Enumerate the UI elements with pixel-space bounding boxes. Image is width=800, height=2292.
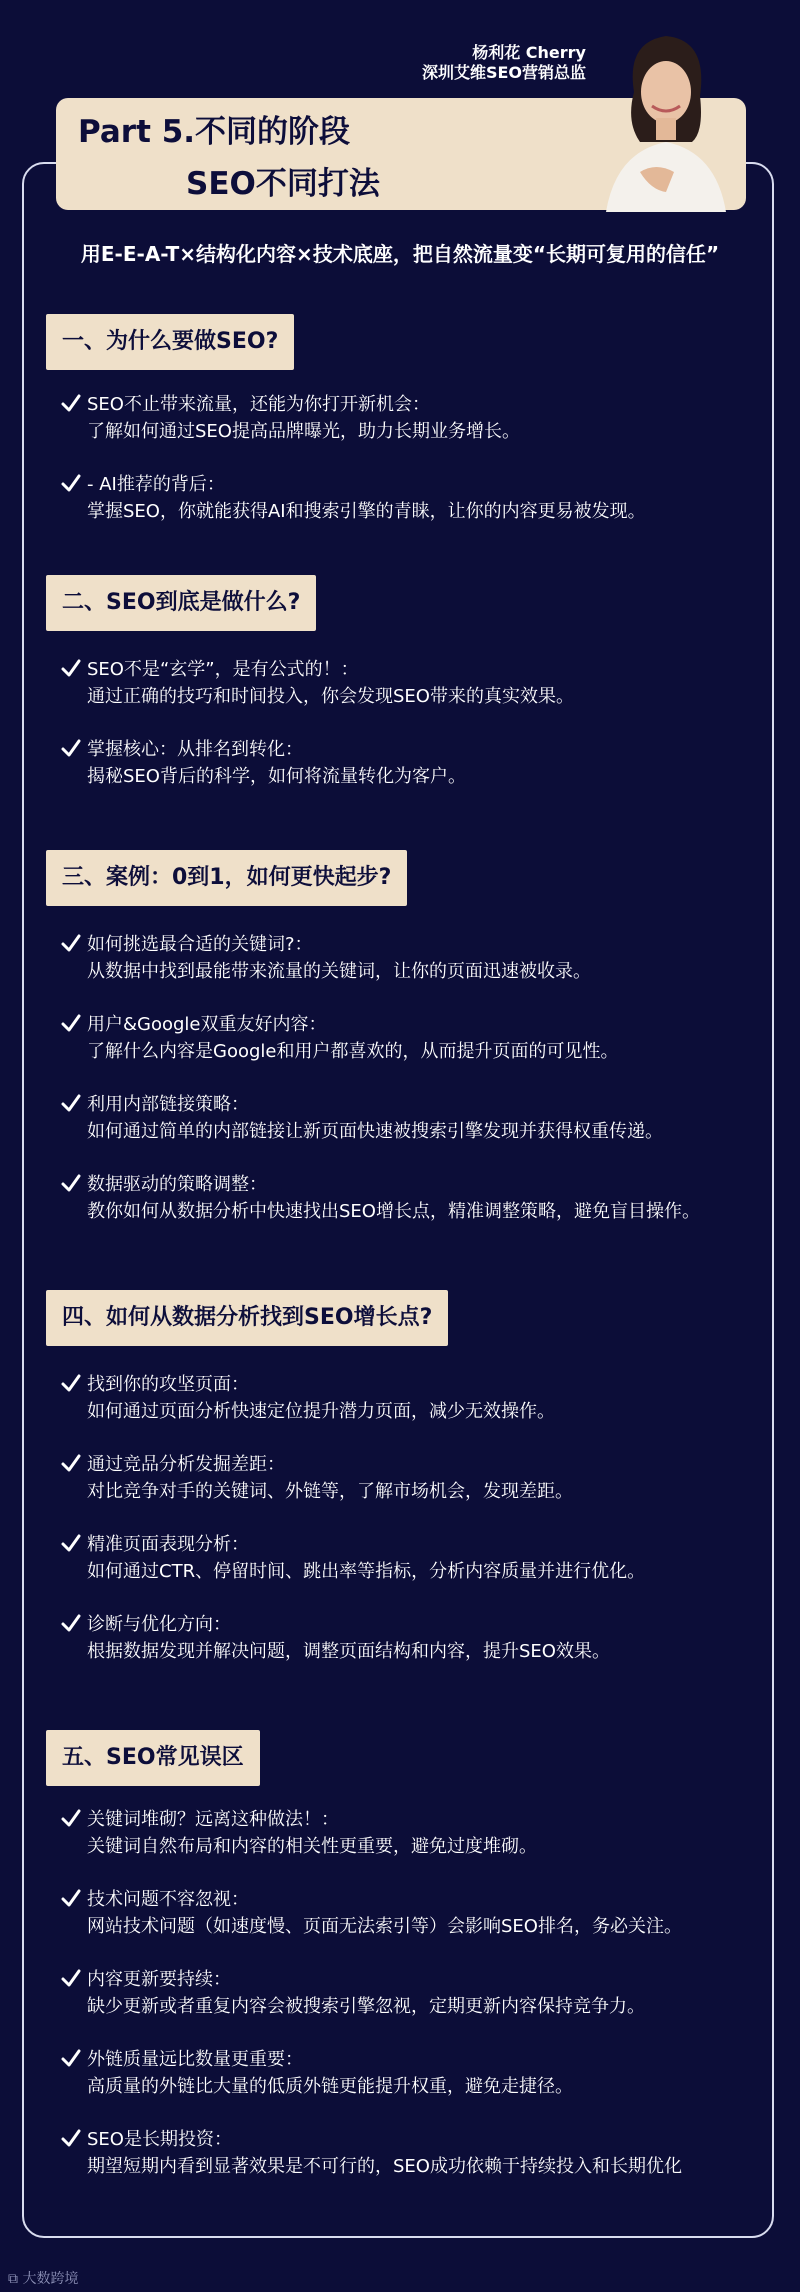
checkmark-icon [60, 1532, 82, 1554]
item-title: 关键词堆砌？远离这种做法！： [87, 1809, 339, 1830]
item-title: 掌握核心：从排名到转化： [87, 739, 303, 760]
item-title: 通过竞品分析发掘差距： [87, 1454, 285, 1475]
item-description: 高质量的外链比大量的低质外链更能提升权重，避免走捷径。 [87, 2076, 573, 2097]
checkmark-icon [60, 1372, 82, 1394]
checkmark-icon [60, 1012, 82, 1034]
checkmark-icon [60, 2047, 82, 2069]
item-description: 了解如何通过SEO提高品牌曝光，助力长期业务增长。 [87, 421, 520, 442]
item-description: 如何通过CTR、停留时间、跳出率等指标，分析内容质量并进行优化。 [87, 1561, 646, 1582]
author-title: 深圳艾维SEO营销总监 [421, 63, 586, 82]
checkmark-icon [60, 1887, 82, 1909]
item-title: 诊断与优化方向： [87, 1614, 231, 1635]
logo-icon: ⧉ [8, 2271, 18, 2287]
item-title: SEO不止带来流量，还能为你打开新机会： [87, 394, 430, 415]
item-title: SEO不是“玄学”，是有公式的！： [87, 659, 359, 680]
footer-logo-text: 大数跨境 [22, 2271, 79, 2287]
section-heading: 一、为什么要做SEO? [46, 314, 294, 370]
item-title: 外链质量远比数量更重要： [87, 2049, 303, 2070]
item-title: SEO是长期投资： [87, 2129, 232, 2150]
checkmark-icon [60, 1612, 82, 1634]
checkmark-icon [60, 1092, 82, 1114]
section-heading: 三、案例：0到1，如何更快起步? [46, 850, 407, 906]
item-title: 技术问题不容忽视： [87, 1889, 249, 1910]
item-description: 根据数据发现并解决问题，调整页面结构和内容，提升SEO效果。 [87, 1641, 610, 1662]
item-title: 内容更新要持续： [87, 1969, 231, 1990]
item-description: 期望短期内看到显著效果是不可行的，SEO成功依赖于持续投入和长期优化 [87, 2156, 682, 2177]
item-title: 数据驱动的策略调整： [87, 1174, 267, 1195]
item-description: 如何通过页面分析快速定位提升潜力页面，减少无效操作。 [87, 1401, 555, 1422]
item-title: - AI推荐的背后： [87, 474, 225, 495]
item-description: 教你如何从数据分析中快速找出SEO增长点，精准调整策略，避免盲目操作。 [87, 1201, 700, 1222]
item-title: 利用内部链接策略： [87, 1094, 249, 1115]
page-subtitle: 用E-E-A-T×结构化内容×技术底座，把自然流量变“长期可复用的信任” [80, 242, 720, 266]
footer-logo [8, 2268, 78, 2288]
item-description: 揭秘SEO背后的科学，如何将流量转化为客户。 [87, 766, 466, 787]
checkmark-icon [60, 1172, 82, 1194]
section-heading: 四、如何从数据分析找到SEO增长点? [46, 1290, 448, 1346]
item-description: 了解什么内容是Google和用户都喜欢的，从而提升页面的可见性。 [87, 1041, 619, 1062]
page-title-line2: SEO不同打法 [186, 166, 380, 202]
item-description: 关键词自然布局和内容的相关性更重要，避免过度堆砌。 [87, 1836, 537, 1857]
page-title-line1: Part 5.不同的阶段 [78, 114, 351, 150]
checkmark-icon [60, 932, 82, 954]
item-description: 如何通过简单的内部链接让新页面快速被搜索引擎发现并获得权重传递。 [87, 1121, 663, 1142]
item-description: 通过正确的技巧和时间投入，你会发现SEO带来的真实效果。 [87, 686, 574, 707]
section-heading: 五、SEO常见误区 [46, 1730, 260, 1786]
checkmark-icon [60, 737, 82, 759]
item-title: 如何挑选最合适的关键词?： [87, 934, 313, 955]
item-description: 掌握SEO，你就能获得AI和搜索引擎的青睐，让你的内容更易被发现。 [87, 501, 646, 522]
item-title: 用户&Google双重友好内容： [87, 1014, 327, 1035]
item-description: 从数据中找到最能带来流量的关键词，让你的页面迅速被收录。 [87, 961, 591, 982]
item-description: 对比竞争对手的关键词、外链等，了解市场机会，发现差距。 [87, 1481, 573, 1502]
section-heading: 二、SEO到底是做什么? [46, 575, 316, 631]
checkmark-icon [60, 392, 82, 414]
checkmark-icon [60, 2127, 82, 2149]
checkmark-icon [60, 472, 82, 494]
item-title: 找到你的攻坚页面： [87, 1374, 249, 1395]
item-description: 网站技术问题（如速度慢、页面无法索引等）会影响SEO排名，务必关注。 [87, 1916, 682, 1937]
checkmark-icon [60, 1452, 82, 1474]
author-portrait [596, 22, 736, 212]
checkmark-icon [60, 1967, 82, 1989]
checkmark-icon [60, 1807, 82, 1829]
item-description: 缺少更新或者重复内容会被搜索引擎忽视，定期更新内容保持竞争力。 [87, 1996, 645, 2017]
author-name: 杨利花 Cherry [472, 43, 586, 62]
checkmark-icon [60, 657, 82, 679]
item-title: 精准页面表现分析： [87, 1534, 249, 1555]
